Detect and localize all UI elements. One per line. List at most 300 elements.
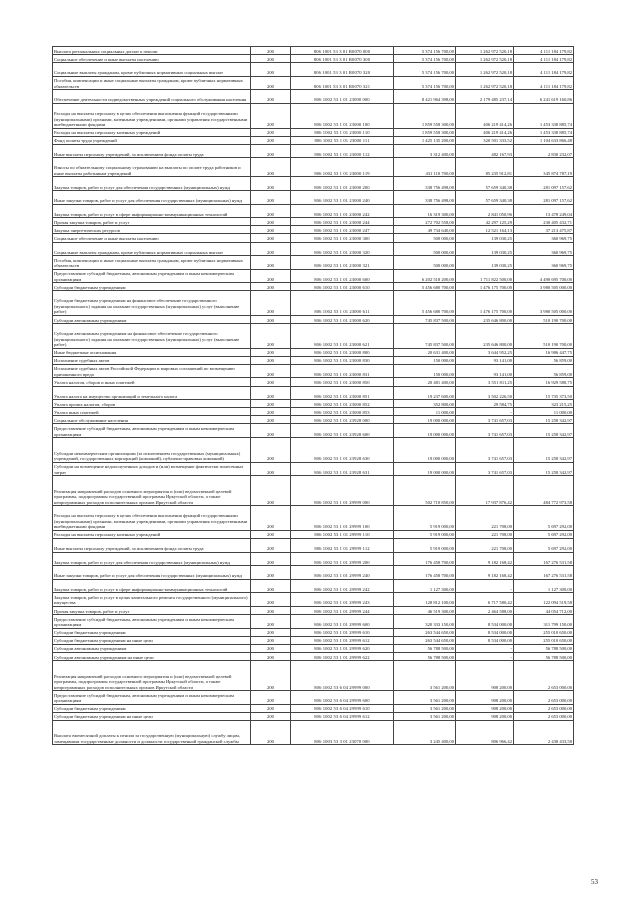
table-row <box>53 530 574 538</box>
row-code: 200 <box>251 606 291 614</box>
row-kbk: 806 1002 53 1 01 23000 111 <box>291 136 394 144</box>
row-remainder: 1 453 338 885,74 <box>514 128 574 136</box>
row-executed: 8 534 000,00 <box>456 628 514 636</box>
row-remainder: 1 453 338 885,74 <box>514 103 574 128</box>
table-row <box>53 416 574 424</box>
row-remainder: 1 127 300,00 <box>514 579 574 593</box>
row-executed: 3 741 657,03 <box>456 416 514 424</box>
row-executed: - <box>456 579 514 593</box>
row-executed: 6 717 580,42 <box>456 593 514 607</box>
row-name: Субсидии бюджетным учреждениям на финансовое обеспечение государственного (муниципального) задания на оказание государственных (муниципальных) услуг (выполнение работ) <box>53 291 251 316</box>
row-planned: 5 919 000,00 <box>394 506 456 531</box>
row-executed: 908 200,00 <box>456 691 514 705</box>
row-kbk: 806 1002 53 1 01 29999 620 <box>291 644 394 652</box>
row-executed: 139 030,25 <box>456 242 514 256</box>
row-remainder: 4 490 695 700,00 <box>514 269 574 283</box>
row-remainder: 345 874 787,19 <box>514 158 574 177</box>
table-row <box>53 552 574 566</box>
row-planned: 3 245 400,00 <box>394 720 456 745</box>
row-kbk: 806 1002 53 1 01 23000 611 <box>291 291 394 316</box>
row-code: 200 <box>251 530 291 538</box>
table-row <box>53 424 574 438</box>
row-code: 200 <box>251 144 291 158</box>
row-executed: 42 297 125,29 <box>456 218 514 226</box>
row-planned: 431 110 700,00 <box>394 158 456 177</box>
table-row <box>53 386 574 400</box>
row-kbk: 806 1002 53 1 01 23000 200 <box>291 177 394 191</box>
row-name: Субсидии автономным учреждениям <box>53 644 251 652</box>
row-name: Выплата региональных социальных доплат к пенсии <box>53 47 251 55</box>
row-executed: - <box>456 408 514 416</box>
row-remainder: 15 258 342,97 <box>514 424 574 438</box>
row-planned: 5 456 680 700,00 <box>394 291 456 316</box>
row-remainder: 56 859,00 <box>514 364 574 378</box>
row-code: 200 <box>251 63 291 77</box>
row-planned: 176 458 700,00 <box>394 566 456 580</box>
table-row <box>53 204 574 218</box>
row-name: Взносы по обязательному социальному страхованию на выплаты по оплате труда работников и иные выплаты работникам учреждений <box>53 158 251 177</box>
row-planned: 3 561 200,00 <box>394 704 456 712</box>
row-planned: 8 421 964 398,00 <box>394 90 456 104</box>
row-remainder: 167 276 531,58 <box>514 552 574 566</box>
table-row <box>53 218 574 226</box>
row-code: 200 <box>251 55 291 63</box>
row-planned: 745 837 500,00 <box>394 324 456 349</box>
row-executed: 2 841 050,96 <box>456 204 514 218</box>
row-kbk: 806 1002 53 1 01 23000 247 <box>291 226 394 234</box>
row-name: Субсидии на возмещение недополученных доходов и (или) возмещение фактически понесенных затрат <box>53 462 251 476</box>
row-name: Уплата прочих налогов, сборов <box>53 400 251 408</box>
table-row <box>53 315 574 323</box>
table-row <box>53 691 574 705</box>
row-planned: 3 561 200,00 <box>394 691 456 705</box>
table-row <box>53 226 574 234</box>
row-remainder: 2 653 000,00 <box>514 704 574 712</box>
row-remainder: 16 986 447,75 <box>514 348 574 356</box>
row-kbk: 806 1002 53 1 01 29999 100 <box>291 506 394 531</box>
table-row <box>53 579 574 593</box>
table-row <box>53 90 574 104</box>
row-name: Иные бюджетные ассигнования <box>53 348 251 356</box>
row-executed: 3 502 226,50 <box>456 386 514 400</box>
row-remainder: 44 054 712,00 <box>514 606 574 614</box>
row-planned: 5 374 156 700,00 <box>394 55 456 63</box>
row-planned: 5 456 680 700,00 <box>394 283 456 291</box>
row-code: 200 <box>251 579 291 593</box>
table-row <box>53 242 574 256</box>
row-remainder: 16 929 588,75 <box>514 378 574 386</box>
row-kbk: 806 1002 53 1 01 23000 850 <box>291 378 394 386</box>
row-code: 200 <box>251 242 291 256</box>
row-kbk: 806 1002 53 1 01 29999 622 <box>291 652 394 660</box>
row-kbk: 806 1002 53 1 01 23000 610 <box>291 283 394 291</box>
row-name: Социальные выплаты гражданам, кроме публичных нормативных социальных выплат <box>53 242 251 256</box>
row-planned: 128 812 100,00 <box>394 593 456 607</box>
table-row <box>53 291 574 316</box>
row-kbk: 806 1002 53 1 01 29999 240 <box>291 566 394 580</box>
row-code: 200 <box>251 644 291 652</box>
row-executed: 806 966,42 <box>456 720 514 745</box>
table-row <box>53 256 574 270</box>
row-name: Иные закупки товаров, работ и услуг для обеспечения государственных (муниципальных) нужд <box>53 566 251 580</box>
row-kbk: 806 1002 53 1 01 23000 119 <box>291 158 394 177</box>
table-row <box>53 606 574 614</box>
row-code: 200 <box>251 76 291 90</box>
row-code: 200 <box>251 593 291 607</box>
row-kbk: 806 1002 53 1 01 29999 112 <box>291 538 394 552</box>
row-executed: 93 141,00 <box>456 364 514 378</box>
row-code: 200 <box>251 661 291 691</box>
row-remainder: 311 799 150,00 <box>514 615 574 629</box>
row-remainder: 5 697 292,00 <box>514 538 574 552</box>
row-executed: 908 200,00 <box>456 712 514 720</box>
row-name: Расходы на выплаты персоналу казенных учреждений <box>53 128 251 136</box>
row-name: Предоставление субсидий бюджетным, автономным учреждениям и иным некоммерческим организациям <box>53 691 251 705</box>
row-name: Исполнение судебных актов Российской Федерации и мировых соглашений по возмещению причиненного вреда <box>53 364 251 378</box>
row-code: 200 <box>251 615 291 629</box>
row-executed: 9 182 168,42 <box>456 552 514 566</box>
row-remainder: 5 697 292,00 <box>514 506 574 531</box>
row-planned: 19 237 600,00 <box>394 386 456 400</box>
row-kbk: 806 1002 53 6 04 29999 600 <box>291 691 394 705</box>
row-remainder: 4 111 184 179,82 <box>514 76 574 90</box>
row-planned: 745 837 500,00 <box>394 315 456 323</box>
row-kbk: 806 1001 53 3 01 R0070 320 <box>291 63 394 77</box>
row-executed: 235 646 800,00 <box>456 315 514 323</box>
table-row <box>53 636 574 644</box>
row-remainder: 360 969,75 <box>514 234 574 242</box>
row-name: Исполнение судебных актов <box>53 356 251 364</box>
row-code: 200 <box>251 552 291 566</box>
row-planned: 6 202 518 200,00 <box>394 269 456 283</box>
row-kbk: 806 1002 53 1 01 23000 321 <box>291 256 394 270</box>
page-number: 53 <box>591 878 598 886</box>
row-code: 200 <box>251 438 291 463</box>
row-executed: 1 711 822 500,00 <box>456 269 514 283</box>
row-planned: 56 788 500,00 <box>394 652 456 660</box>
table-row <box>53 506 574 531</box>
row-planned: 5 374 156 700,00 <box>394 47 456 55</box>
row-code: 200 <box>251 218 291 226</box>
row-code: 200 <box>251 204 291 218</box>
row-remainder: 13 478 249,04 <box>514 204 574 218</box>
row-planned: 56 788 500,00 <box>394 644 456 652</box>
row-remainder: 15 258 342,97 <box>514 416 574 424</box>
row-kbk: 806 1002 53 1 01 29999 244 <box>291 606 394 614</box>
row-executed: 3 551 811,25 <box>456 378 514 386</box>
row-remainder: 2 438 433,58 <box>514 720 574 745</box>
row-planned: 16 319 300,00 <box>394 204 456 218</box>
row-planned: 5 919 000,00 <box>394 530 456 538</box>
table-row <box>53 55 574 63</box>
row-name: Прочая закупка товаров, работ и услуг <box>53 606 251 614</box>
row-name: Выплата ежемесячной доплаты к пенсии за государственную (муниципальную) службу лицам, замещавшим государственные должности и должности государственной гражданской службы <box>53 720 251 745</box>
row-code: 200 <box>251 128 291 136</box>
row-name: Субсидии некоммерческим организациям (за исключением государственных (муниципальных) учреждений, государственных корпораций (компаний), публично-правовых компаний) <box>53 438 251 463</box>
row-planned: 3 561 200,00 <box>394 712 456 720</box>
row-remainder: 484 772 973,58 <box>514 476 574 506</box>
row-code: 200 <box>251 424 291 438</box>
row-executed: 406 219 414,26 <box>456 103 514 128</box>
row-planned: 263 544 650,00 <box>394 628 456 636</box>
table-row <box>53 364 574 378</box>
row-name: Субсидии автономным учреждениям <box>53 315 251 323</box>
row-planned: 1 425 135 200,00 <box>394 136 456 144</box>
row-name: Расходы на выплаты персоналу в целях обеспечения выполнения функций государственными (муниципальными) органами, казенными учреждениями, органами управления государственными внебюджетными фондами <box>53 103 251 128</box>
row-executed: 221 708,00 <box>456 538 514 552</box>
table-row <box>53 47 574 55</box>
row-executed: 908 200,00 <box>456 661 514 691</box>
row-executed: 3 741 657,03 <box>456 438 514 463</box>
row-code: 200 <box>251 90 291 104</box>
row-planned: 176 458 700,00 <box>394 552 456 566</box>
row-name: Расходы на выплаты персоналу в целях обеспечения выполнения функций государственными (муниципальными) органами, казенными учреждениями, органами управления государственными внебюджетными фондами <box>53 506 251 531</box>
row-remainder: 56 788 500,00 <box>514 652 574 660</box>
table-row <box>53 269 574 283</box>
row-executed: 57 659 340,38 <box>456 177 514 191</box>
row-code: 200 <box>251 177 291 191</box>
table-row <box>53 76 574 90</box>
row-remainder: 3 980 505 000,00 <box>514 283 574 291</box>
row-kbk: 806 1002 53 1 01 29999 612 <box>291 636 394 644</box>
row-kbk: 806 1002 53 1 01 23928 631 <box>291 462 394 476</box>
row-executed: 93 141,00 <box>456 356 514 364</box>
row-name: Закупка товаров, работ и услуг в целях капитального ремонта государственного (муниципального) имущества <box>53 593 251 607</box>
row-remainder: 1 104 633 866,48 <box>514 136 574 144</box>
table-row <box>53 566 574 580</box>
table-row <box>53 103 574 128</box>
row-executed: 1 476 175 700,00 <box>456 283 514 291</box>
table-row <box>53 628 574 636</box>
row-remainder: 56 788 500,00 <box>514 644 574 652</box>
row-planned: 19 000 000,00 <box>394 462 456 476</box>
row-name: Расходы на выплаты персоналу казенных учреждений <box>53 530 251 538</box>
row-code: 200 <box>251 348 291 356</box>
row-name: Реализация направлений расходов основного мероприятия и (или) ведомственной целевой программы, подпрограммы государственной программы Иркутской области, а также непрограммных расходов исполнительных органов Иркутской области <box>53 661 251 691</box>
row-code: 200 <box>251 283 291 291</box>
row-remainder: 255 010 650,00 <box>514 636 574 644</box>
table-row <box>53 593 574 607</box>
row-code: 200 <box>251 364 291 378</box>
row-planned: 502 710 850,00 <box>394 476 456 506</box>
row-executed: 2 464 588,00 <box>456 606 514 614</box>
row-kbk: 806 1002 53 1 01 23000 320 <box>291 242 394 256</box>
row-name: Пособия, компенсации и иные социальные выплаты гражданам, кроме публичных нормативных обязательств <box>53 256 251 270</box>
table-row <box>53 400 574 408</box>
row-kbk: 806 1002 53 1 01 23928 630 <box>291 438 394 463</box>
row-kbk: 806 1002 53 1 01 23928 000 <box>291 416 394 424</box>
row-name: Уплата налогов, сборов и иных платежей <box>53 378 251 386</box>
table-row <box>53 661 574 691</box>
row-kbk: 806 1002 53 1 01 29999 200 <box>291 552 394 566</box>
table-row <box>53 712 574 720</box>
row-kbk: 806 1002 53 1 01 29999 110 <box>291 530 394 538</box>
row-code: 200 <box>251 315 291 323</box>
row-name: Пособия, компенсации и иные социальные выплаты гражданам, кроме публичных нормативных обязательств <box>53 76 251 90</box>
table-row <box>53 158 574 177</box>
row-kbk: 806 1002 53 6 04 29999 610 <box>291 704 394 712</box>
row-name: Фонд оплаты труда учреждений <box>53 136 251 144</box>
row-code: 200 <box>251 378 291 386</box>
row-planned: 500 000,00 <box>394 234 456 242</box>
row-executed: 1 262 972 520,18 <box>456 47 514 55</box>
row-name: Социальные выплаты гражданам, кроме публичных нормативных социальных выплат <box>53 63 251 77</box>
table-row <box>53 136 574 144</box>
row-code: 200 <box>251 386 291 400</box>
row-kbk: 806 1002 53 1 01 23000 600 <box>291 269 394 283</box>
row-planned: 320 333 150,00 <box>394 615 456 629</box>
row-name: Уплата налога на имущество организаций и земельного налога <box>53 386 251 400</box>
row-executed: 3 741 657,03 <box>456 424 514 438</box>
row-executed: - <box>456 644 514 652</box>
row-code: 200 <box>251 158 291 177</box>
table-row <box>53 704 574 712</box>
row-remainder: 3 980 505 000,00 <box>514 291 574 316</box>
row-executed: 29 584,75 <box>456 400 514 408</box>
row-name: Предоставление субсидий бюджетным, автономным учреждениям и иным некоммерческим организациям <box>53 615 251 629</box>
row-executed: 8 534 000,00 <box>456 636 514 644</box>
table-row <box>53 356 574 364</box>
row-name: Субсидии автономным учреждениям на финансовое обеспечение государственного (муниципального) задания на оказание государственных (муниципальных) услуг (выполнение работ) <box>53 324 251 349</box>
row-name: Социальное обслуживание населения <box>53 416 251 424</box>
row-kbk: 806 1003 53 3 01 23070 000 <box>291 720 394 745</box>
row-remainder: 4 111 184 179,82 <box>514 63 574 77</box>
row-planned: 338 756 498,00 <box>394 191 456 205</box>
row-kbk: 806 1002 53 1 01 23000 851 <box>291 386 394 400</box>
row-planned: 19 000 000,00 <box>394 438 456 463</box>
table-row <box>53 128 574 136</box>
row-kbk: 806 1002 53 1 01 23000 830 <box>291 356 394 364</box>
row-remainder: 11 000,00 <box>514 408 574 416</box>
row-remainder: 122 094 519,58 <box>514 593 574 607</box>
row-code: 200 <box>251 256 291 270</box>
report-sheet <box>52 46 573 745</box>
row-planned: 5 374 156 700,00 <box>394 63 456 77</box>
row-code: 200 <box>251 408 291 416</box>
row-code: 200 <box>251 291 291 316</box>
row-code: 200 <box>251 691 291 705</box>
row-executed: 235 646 800,00 <box>456 324 514 349</box>
row-kbk: 806 1002 53 1 01 23000 240 <box>291 191 394 205</box>
table-row <box>53 720 574 745</box>
table-row <box>53 462 574 476</box>
row-code: 200 <box>251 538 291 552</box>
row-code: 200 <box>251 462 291 476</box>
row-kbk: 806 1002 53 1 01 23928 600 <box>291 424 394 438</box>
row-executed: - <box>456 652 514 660</box>
row-name: Иные закупки товаров, работ и услуг для обеспечения государственных (муниципальных) нужд <box>53 191 251 205</box>
row-executed: 139 030,25 <box>456 234 514 242</box>
table-row <box>53 191 574 205</box>
row-remainder: 15 258 342,97 <box>514 438 574 463</box>
row-code: 200 <box>251 712 291 720</box>
row-name: Социальное обеспечение и иные выплаты населению <box>53 234 251 242</box>
row-planned: 500 000,00 <box>394 256 456 270</box>
row-name: Обеспечение деятельности подведомственных учреждений социального обслуживания населения <box>53 90 251 104</box>
row-name: Социальное обеспечение и иные выплаты населению <box>53 55 251 63</box>
row-name: Уплата иных платежей <box>53 408 251 416</box>
row-executed: 908 200,00 <box>456 704 514 712</box>
table-row <box>53 438 574 463</box>
row-planned: 49 734 640,00 <box>394 226 456 234</box>
row-planned: 5 374 156 700,00 <box>394 76 456 90</box>
row-kbk: 806 1002 53 1 01 23000 620 <box>291 315 394 323</box>
row-executed: 9 182 168,42 <box>456 566 514 580</box>
row-name: Иные выплаты персоналу учреждений, за исключением фонда оплаты труда <box>53 538 251 552</box>
row-code: 200 <box>251 652 291 660</box>
row-executed: 2 179 485 237,14 <box>456 90 514 104</box>
row-kbk: 806 1002 53 1 01 29999 600 <box>291 615 394 629</box>
row-name: Субсидии бюджетным учреждениям <box>53 704 251 712</box>
row-kbk: 806 1002 53 1 01 29999 000 <box>291 476 394 506</box>
table-row <box>53 538 574 552</box>
table-row <box>53 348 574 356</box>
row-remainder: 510 190 700,00 <box>514 315 574 323</box>
row-code: 200 <box>251 356 291 364</box>
row-kbk: 806 1002 53 1 01 23000 100 <box>291 103 394 128</box>
row-name: Субсидии бюджетным учреждениям на иные цели <box>53 712 251 720</box>
row-kbk: 806 1002 53 1 01 23000 242 <box>291 204 394 218</box>
row-remainder: 5 697 292,00 <box>514 530 574 538</box>
row-code: 200 <box>251 476 291 506</box>
row-kbk: 806 1001 53 3 01 R0070 321 <box>291 76 394 90</box>
row-kbk: 806 1002 53 1 01 23000 852 <box>291 400 394 408</box>
row-executed: 85 235 912,81 <box>456 158 514 177</box>
row-executed: 3 741 657,03 <box>456 462 514 476</box>
row-executed: 221 708,00 <box>456 530 514 538</box>
row-executed: 1 262 972 520,18 <box>456 63 514 77</box>
row-remainder: 2 653 000,00 <box>514 661 574 691</box>
row-code: 200 <box>251 566 291 580</box>
row-remainder: 37 213 475,87 <box>514 226 574 234</box>
table-row <box>53 234 574 242</box>
row-remainder: 4 111 184 179,82 <box>514 47 574 55</box>
row-kbk: 806 1002 53 1 01 29999 243 <box>291 593 394 607</box>
row-planned: 1 127 300,00 <box>394 579 456 593</box>
budget-execution-table <box>52 46 574 745</box>
row-planned: 20 481 400,00 <box>394 378 456 386</box>
row-planned: 500 000,00 <box>394 242 456 256</box>
row-name: Иные выплаты персоналу учреждений, за исключением фонда оплаты труда <box>53 144 251 158</box>
row-executed: 1 476 175 700,00 <box>456 291 514 316</box>
row-planned: 3 312 400,00 <box>394 144 456 158</box>
row-kbk: 806 1002 53 1 01 23000 110 <box>291 128 394 136</box>
row-code: 200 <box>251 191 291 205</box>
row-remainder: 167 276 531,58 <box>514 566 574 580</box>
row-name: Закупка товаров, работ и услуг в сфере информационно-коммуникационных технологий <box>53 579 251 593</box>
row-executed: 17 937 876,42 <box>456 476 514 506</box>
row-name: Реализация направлений расходов основного мероприятия и (или) ведомственной целевой программы, подпрограммы государственной программы Иркутской области, а также непрограммных расходов исполнительных органов Иркутской области <box>53 476 251 506</box>
row-kbk: 806 1001 53 3 01 R0070 300 <box>291 55 394 63</box>
row-executed: 482 167,93 <box>456 144 514 158</box>
table-row <box>53 378 574 386</box>
row-kbk: 806 1002 53 6 04 29999 612 <box>291 712 394 720</box>
row-executed: 1 262 972 520,18 <box>456 55 514 63</box>
row-code: 200 <box>251 234 291 242</box>
row-planned: 3 561 200,00 <box>394 661 456 691</box>
row-planned: 272 702 558,00 <box>394 218 456 226</box>
row-remainder: 360 969,75 <box>514 256 574 270</box>
row-code: 200 <box>251 720 291 745</box>
row-kbk: 806 1002 53 1 01 23000 300 <box>291 234 394 242</box>
row-planned: 150 000,00 <box>394 356 456 364</box>
row-code: 200 <box>251 506 291 531</box>
table-row <box>53 476 574 506</box>
row-remainder: 510 190 700,00 <box>514 324 574 349</box>
row-kbk: 806 1002 53 6 04 29999 000 <box>291 661 394 691</box>
row-remainder: 15 258 342,97 <box>514 462 574 476</box>
row-planned: 1 859 558 300,00 <box>394 128 456 136</box>
